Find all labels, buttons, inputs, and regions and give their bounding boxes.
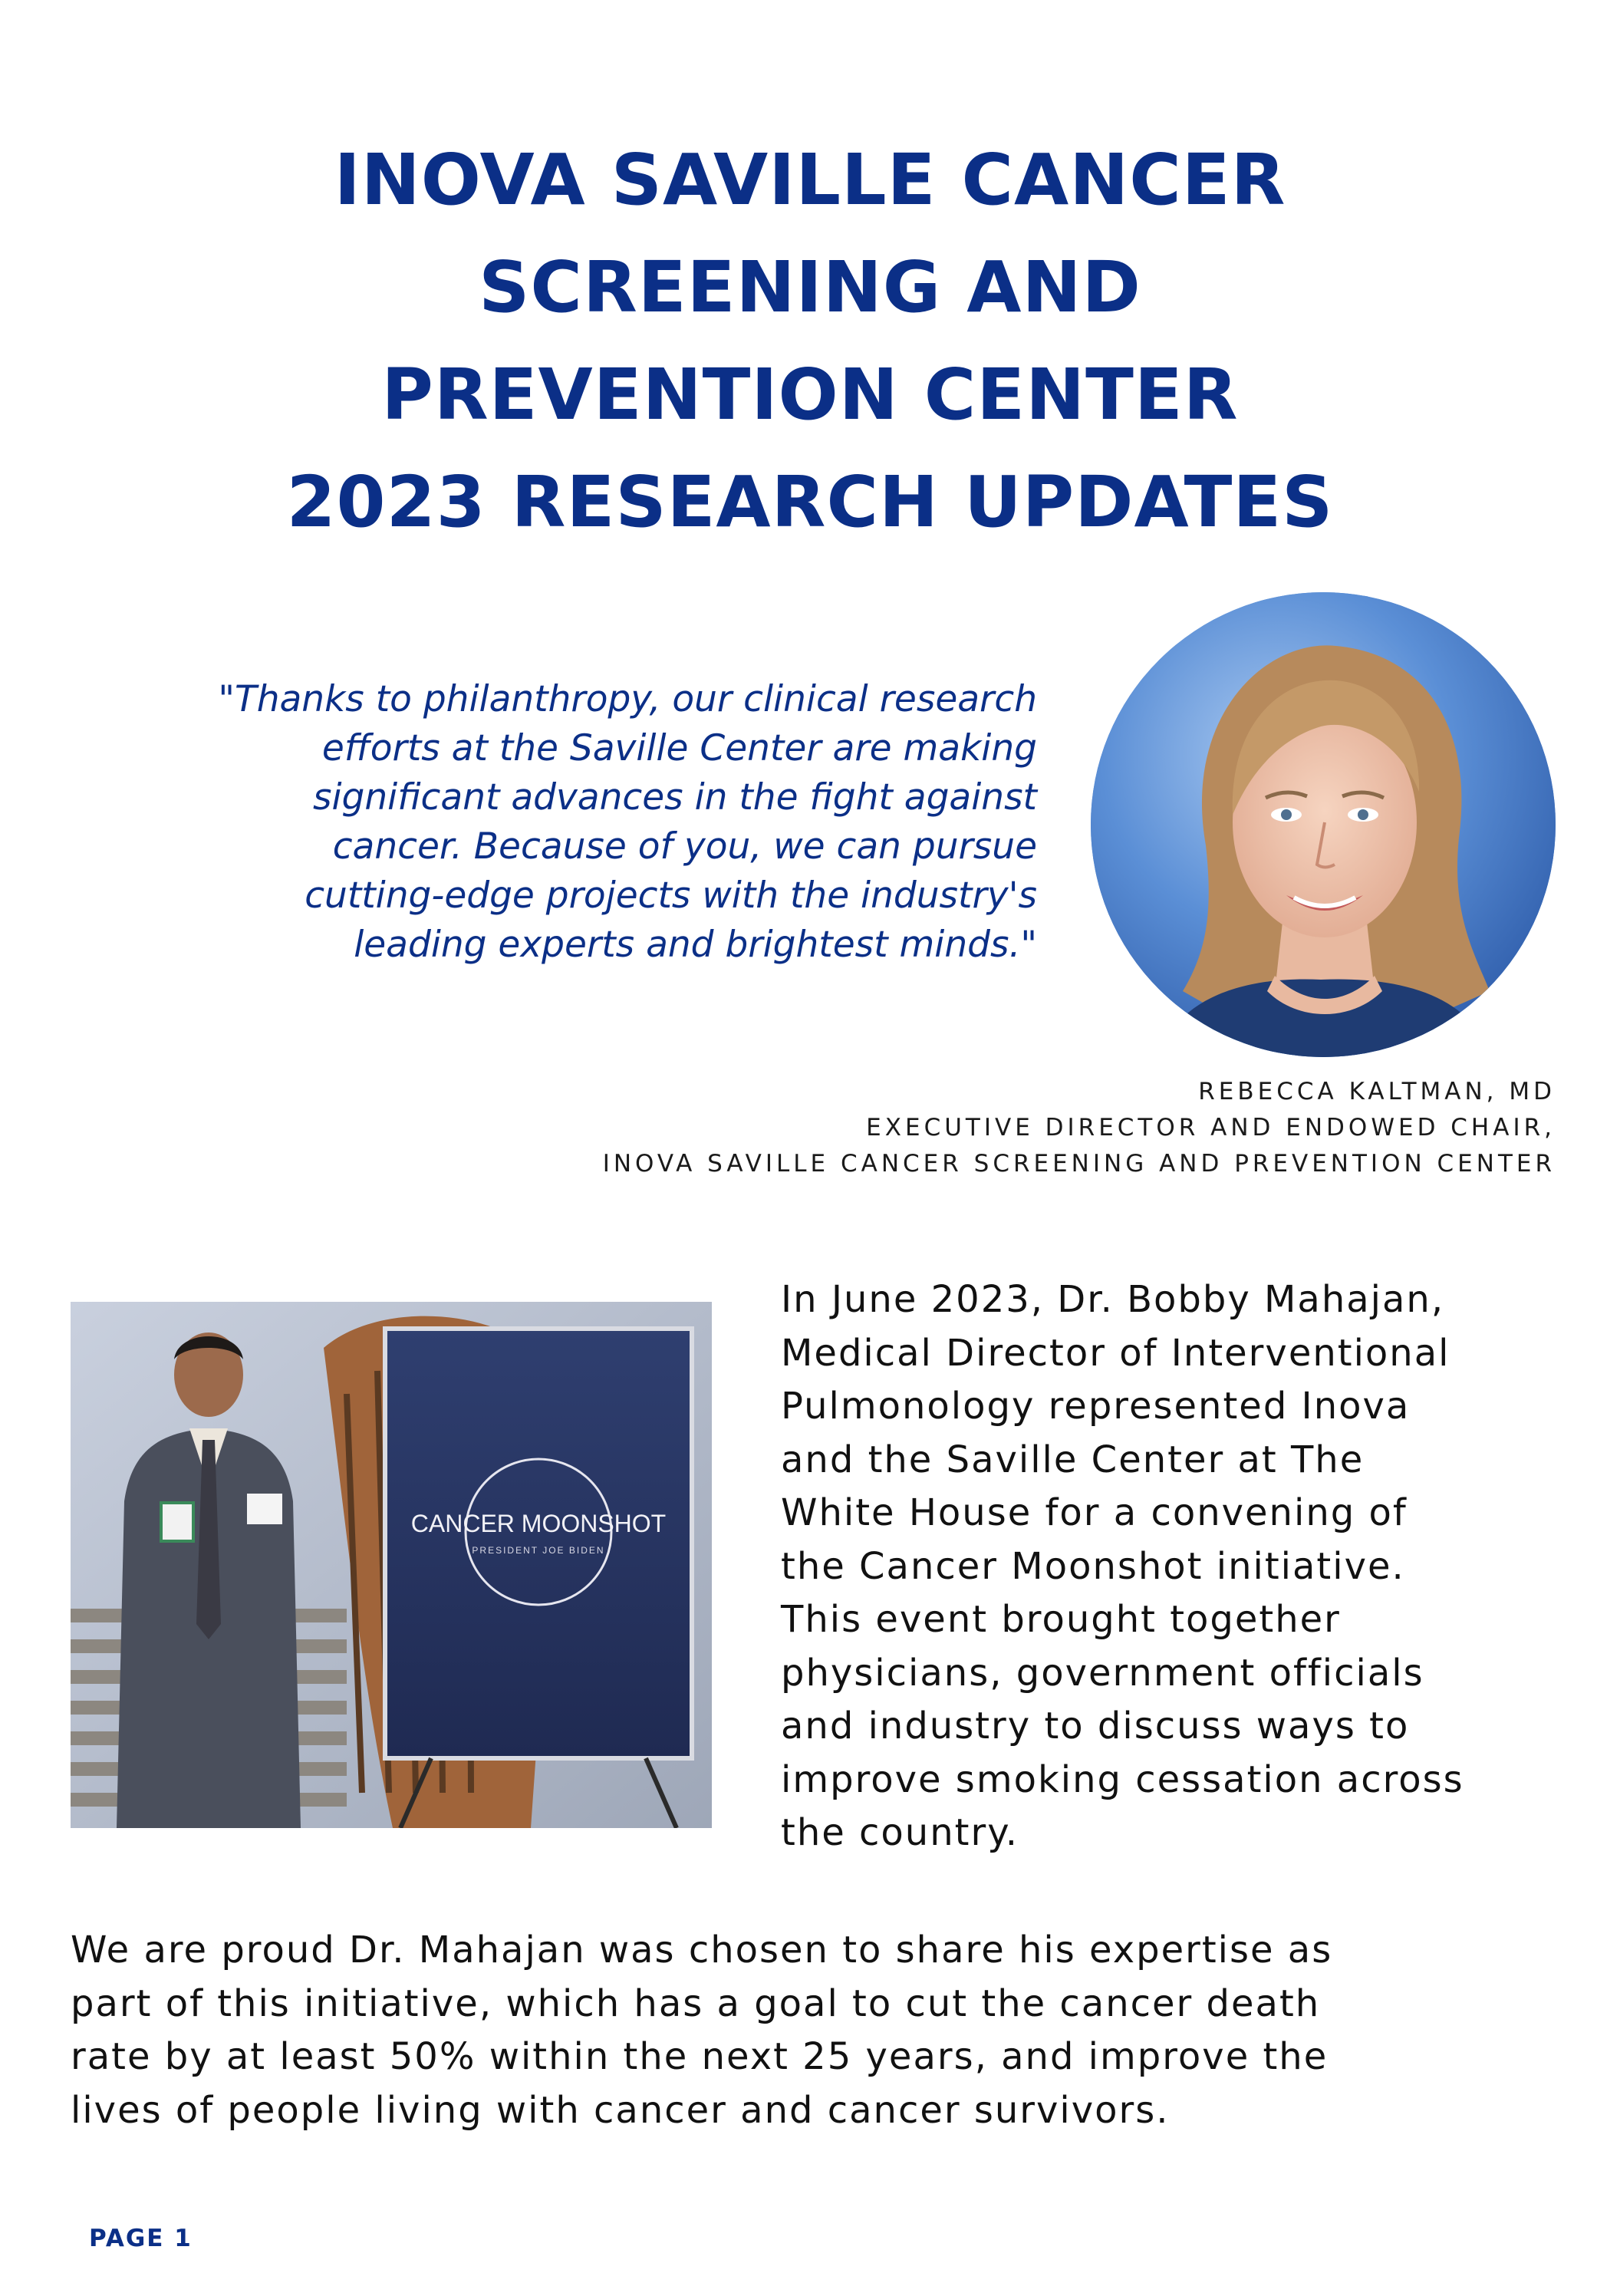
attribution-org: INOVA SAVILLE CANCER SCREENING AND PREVENTION CENTER (602, 1150, 1556, 1178)
quote-line: efforts at the Saville Center are making (321, 727, 1037, 769)
title-line: 2023 RESEARCH UPDATES (286, 461, 1334, 543)
portrait-photo (1091, 592, 1556, 1057)
event-photo-illustration (71, 1302, 712, 1828)
story-line: Medical Director of Interventional (781, 1331, 1450, 1375)
story-line: and the Saville Center at The (781, 1438, 1365, 1481)
quote-line: significant advances in the fight against (312, 776, 1037, 819)
story-line: physicians, government officials (781, 1651, 1424, 1695)
story-line: and industry to discuss ways to (781, 1705, 1410, 1748)
attribution-name: REBECCA KALTMAN, MD (1198, 1078, 1556, 1105)
page-title (0, 127, 1620, 556)
closing-paragraph (71, 1924, 1574, 2137)
quote-line: cutting-edge projects with the industry's (305, 875, 1037, 917)
closing-line: rate by at least 50% within the next 25 years, and improve the (71, 2035, 1329, 2078)
page-number: PAGE 1 (89, 2225, 193, 2252)
quote-line: leading experts and brightest minds." (354, 924, 1037, 966)
story-paragraph (781, 1273, 1586, 1860)
poster-subtitle: PRESIDENT JOE BIDEN (472, 1545, 605, 1556)
event-photo (71, 1302, 712, 1828)
poster-title: CANCER MOONSHOT (410, 1510, 667, 1537)
quote-attribution (603, 1074, 1556, 1182)
closing-line: We are proud Dr. Mahajan was chosen to share his expertise as (71, 1929, 1333, 1972)
story-line: improve smoking cessation across (781, 1757, 1464, 1801)
quote-line: cancer. Because of you, we can pursue (332, 825, 1037, 868)
story-line: the country. (781, 1811, 1019, 1854)
quote-line: "Thanks to philanthropy, our clinical research (218, 678, 1037, 720)
pull-quote (55, 675, 1037, 970)
story-line: White House for a convening of (781, 1491, 1408, 1534)
closing-line: lives of people living with cancer and cancer survivors. (71, 2088, 1170, 2132)
title-line: INOVA SAVILLE CANCER (334, 139, 1286, 221)
closing-line: part of this initiative, which has a goal to cut the cancer death (71, 1981, 1321, 2025)
portrait-illustration (1091, 592, 1556, 1057)
title-line: PREVENTION CENTER (381, 354, 1239, 436)
attribution-role: EXECUTIVE DIRECTOR AND ENDOWED CHAIR, (866, 1114, 1556, 1141)
story-line: the Cancer Moonshot initiative. (781, 1544, 1405, 1588)
title-line: SCREENING AND (479, 246, 1141, 328)
story-line: This event brought together (781, 1598, 1341, 1641)
story-line: Pulmonology represented Inova (781, 1385, 1411, 1428)
story-line: In June 2023, Dr. Bobby Mahajan, (781, 1278, 1445, 1321)
